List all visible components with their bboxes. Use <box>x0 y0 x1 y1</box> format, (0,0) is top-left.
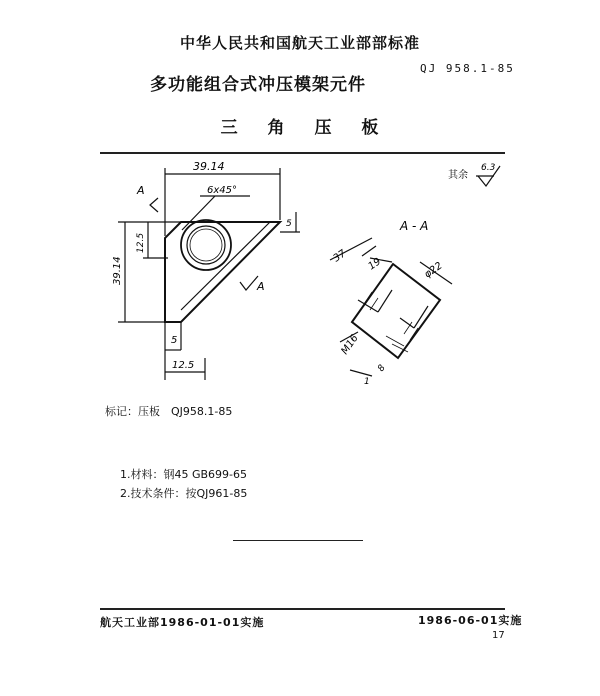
plate-edge-line <box>181 222 270 310</box>
chamfer-label: 6x45° <box>207 185 238 196</box>
sec-dim-19: 19 <box>366 256 384 273</box>
effective-date: 1986-06-01实施 <box>418 614 523 627</box>
dim-left-label: 39.14 <box>112 256 123 285</box>
dim-5-right-label: 5 <box>286 219 292 229</box>
dim-top-label: 39.14 <box>193 160 225 173</box>
page-number: 17 <box>492 630 505 641</box>
note-material: 1.材料：钢45 GB699-65 <box>120 468 248 481</box>
note-technical-conditions: 2.技术条件：按QJ961-85 <box>120 487 248 500</box>
thread-circle <box>190 229 222 261</box>
counterbore-inner <box>187 226 225 264</box>
surface-value: 6.3 <box>481 163 496 173</box>
counterbore-outer <box>181 220 231 270</box>
section-title: A - A <box>400 219 429 233</box>
section-mark-top: A <box>137 184 145 197</box>
part-name: 三 角 压 板 <box>220 118 380 138</box>
marking-text: 标记：压板 QJ958.1-85 <box>105 405 233 418</box>
dim-12-5-left-label: 12.5 <box>136 232 146 253</box>
standard-organization-title: 中华人民共和国航天工业部部标准 <box>179 34 420 52</box>
sec-dim-37: 37 <box>331 248 349 265</box>
document-title: 多功能组合式冲压模架元件 <box>150 75 366 95</box>
section-arrow-bottom <box>240 276 258 290</box>
dim-5-bottom-label: 5 <box>171 335 178 346</box>
issued-date: 航天工业部1986-01-01实施 <box>100 616 265 629</box>
sec-dim-8: 8 <box>376 363 388 374</box>
sec-dim-1: 1 <box>364 377 370 387</box>
section-mark-bottom: A <box>257 280 265 293</box>
notes-end-rule <box>233 540 363 541</box>
sec-dim-phi22: φ22 <box>422 260 445 281</box>
chamfer-leader <box>182 196 215 230</box>
section-arrow-top <box>150 198 158 212</box>
standard-code: QJ 958.1-85 <box>420 62 515 75</box>
dim-12-5-bottom-label: 12.5 <box>172 360 195 371</box>
footer-divider <box>100 608 505 610</box>
surface-other-label: 其余 <box>448 170 468 181</box>
sec-dim-m16: M16 <box>339 332 361 357</box>
